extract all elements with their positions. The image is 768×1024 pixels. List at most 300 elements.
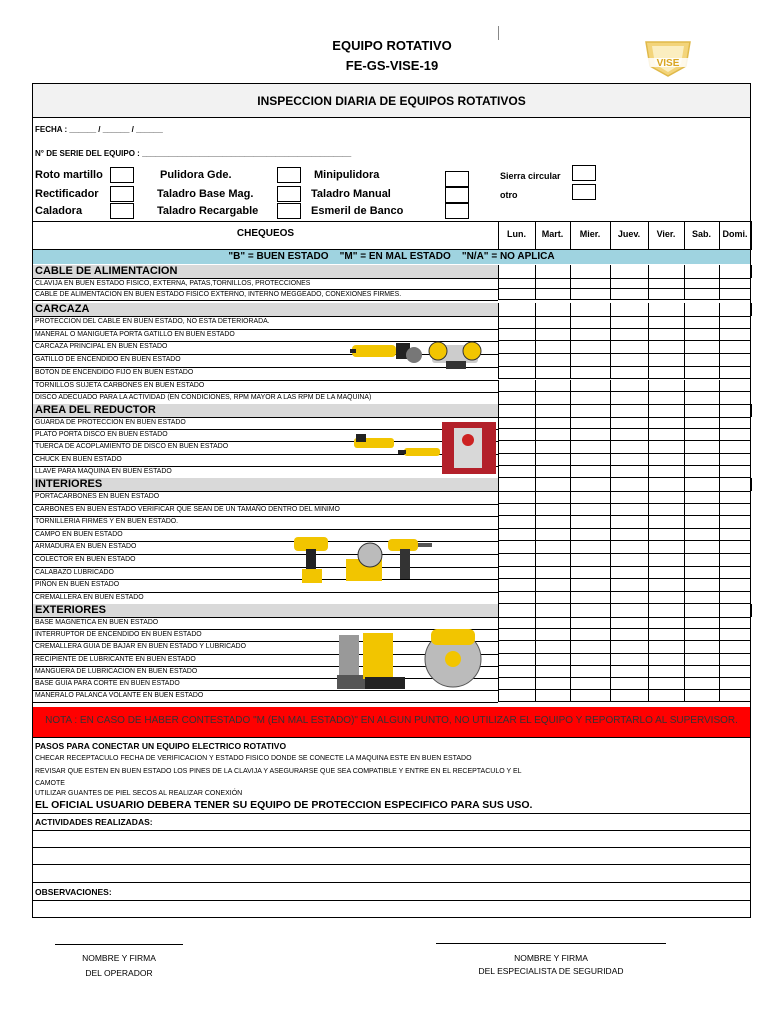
check-cell[interactable]: [648, 380, 684, 393]
check-cell[interactable]: [498, 641, 535, 653]
check-cell[interactable]: [719, 441, 751, 453]
check-cell[interactable]: [610, 380, 648, 393]
check-cell[interactable]: [570, 367, 610, 380]
check-cell[interactable]: [719, 579, 751, 592]
check-cell[interactable]: [648, 316, 684, 329]
check-cell[interactable]: [610, 541, 648, 554]
check-cell[interactable]: [684, 629, 719, 641]
check-cell[interactable]: [535, 529, 570, 542]
tool-label-roto-martillo: Roto martillo: [35, 169, 103, 181]
check-cell[interactable]: [570, 554, 610, 567]
check-cell[interactable]: [535, 617, 570, 629]
check-cell[interactable]: [719, 567, 751, 580]
ppe-warning: EL OFICIAL USUARIO DEBERA TENER SU EQUIPO DE PROTECCION ESPECIFICO PARA SUS USO.: [35, 799, 533, 811]
check-cell[interactable]: [719, 641, 751, 653]
check-cell[interactable]: [648, 592, 684, 605]
check-cell[interactable]: [570, 329, 610, 342]
check-cell[interactable]: [684, 567, 719, 580]
check-cell[interactable]: [684, 641, 719, 653]
check-cell[interactable]: [535, 541, 570, 554]
check-cell[interactable]: [684, 278, 719, 289]
check-cell[interactable]: [610, 491, 648, 504]
check-cell[interactable]: [535, 554, 570, 567]
check-cell[interactable]: [648, 466, 684, 478]
check-cell[interactable]: [570, 289, 610, 300]
check-item: PORTACARBONES EN BUEN ESTADO: [35, 493, 160, 500]
check-cell[interactable]: [684, 380, 719, 393]
check-cell[interactable]: [498, 617, 535, 629]
check-item: CAMPO EN BUEN ESTADO: [35, 530, 123, 538]
check-cell[interactable]: [719, 329, 751, 342]
check-cell[interactable]: [535, 592, 570, 605]
check-item: GUARDA DE PROTECCION EN BUEN ESTADO: [35, 419, 186, 426]
check-cell[interactable]: [535, 341, 570, 354]
check-cell[interactable]: [684, 341, 719, 354]
check-cell[interactable]: [684, 516, 719, 529]
tool-label-caladora: Caladora: [35, 205, 83, 217]
reductor-images: [348, 422, 496, 474]
check-cell[interactable]: [498, 567, 535, 580]
tool-label-otro: otro: [500, 190, 518, 200]
checkbox-caladora[interactable]: [110, 203, 134, 219]
check-cell[interactable]: [719, 690, 751, 702]
check-cell[interactable]: [719, 529, 751, 542]
check-cell[interactable]: [535, 516, 570, 529]
check-cell[interactable]: [719, 454, 751, 466]
check-cell[interactable]: [610, 354, 648, 367]
check-cell[interactable]: [648, 690, 684, 702]
check-cell[interactable]: [648, 278, 684, 289]
check-cell[interactable]: [570, 541, 610, 554]
legend-text: "B" = BUEN ESTADO "M" = EN MAL ESTADO "N/A" = NO APLICA: [228, 251, 555, 262]
check-cell[interactable]: [610, 654, 648, 666]
check-cell[interactable]: [719, 380, 751, 393]
check-cell[interactable]: [684, 529, 719, 542]
check-cell[interactable]: [719, 554, 751, 567]
check-cell[interactable]: [648, 289, 684, 300]
check-cell[interactable]: [648, 641, 684, 653]
check-cell[interactable]: [610, 666, 648, 678]
check-cell[interactable]: [719, 592, 751, 605]
check-item: MANGUERA DE LUBRICACION EN BUEN ESTADO: [35, 667, 198, 675]
check-cell[interactable]: [610, 629, 648, 641]
serial-field[interactable]: N° DE SERIE DEL EQUIPO : _______________________________________________: [35, 149, 352, 158]
checkbox-taladro-recargable[interactable]: [277, 203, 301, 219]
checks-header: CHEQUEOS: [236, 228, 295, 239]
check-cell[interactable]: [684, 329, 719, 342]
check-cell[interactable]: [498, 341, 535, 354]
check-cell[interactable]: [684, 289, 719, 300]
vise-logo: [638, 36, 698, 78]
check-item: COLECTOR EN BUEN ESTADO: [35, 556, 136, 563]
check-cell[interactable]: [610, 617, 648, 629]
check-cell[interactable]: [719, 341, 751, 354]
check-cell[interactable]: [570, 454, 610, 466]
check-cell[interactable]: [535, 466, 570, 478]
checkbox-minipulidora[interactable]: [445, 171, 469, 187]
check-cell[interactable]: [648, 529, 684, 542]
specialist-sign-label-1: NOMBRE Y FIRMA: [514, 953, 588, 963]
check-item: TORNILLERIA FIRMES Y EN BUEN ESTADO.: [35, 518, 179, 526]
check-cell[interactable]: [570, 629, 610, 641]
section-header: EXTERIORES: [33, 604, 498, 617]
check-cell[interactable]: [719, 316, 751, 329]
check-cell[interactable]: [719, 516, 751, 529]
doc-code: FE-GS-VISE-19: [345, 58, 439, 73]
check-cell[interactable]: [498, 429, 535, 441]
check-cell[interactable]: [610, 466, 648, 478]
day-header: Mart.: [541, 229, 564, 239]
check-cell[interactable]: [648, 678, 684, 690]
check-cell[interactable]: [498, 541, 535, 554]
section-header: AREA DEL REDUCTOR: [33, 404, 498, 417]
check-cell[interactable]: [719, 504, 751, 517]
tool-label-esmeril: Esmeril de Banco: [311, 205, 404, 217]
check-cell[interactable]: [498, 629, 535, 641]
checkbox-taladro-base-mag[interactable]: [277, 186, 301, 202]
check-cell[interactable]: [684, 678, 719, 690]
check-cell[interactable]: [610, 516, 648, 529]
check-item: PIÑON EN BUEN ESTADO: [35, 581, 120, 589]
check-cell[interactable]: [498, 529, 535, 542]
check-item: RECIPIENTE DE LUBRICANTE EN BUEN ESTADO: [35, 655, 196, 663]
check-cell[interactable]: [570, 392, 610, 405]
check-cell[interactable]: [610, 690, 648, 702]
check-cell[interactable]: [648, 354, 684, 367]
check-cell[interactable]: [684, 441, 719, 453]
check-item: BOTON DE ENCENDIDO FIJO EN BUEN ESTADO: [35, 368, 194, 376]
check-cell[interactable]: [535, 491, 570, 504]
check-item: TUERCA DE ACOPLAMIENTO DE DISCO EN BUEN ESTADO: [35, 443, 229, 451]
checkbox-esmeril[interactable]: [445, 203, 469, 219]
check-cell[interactable]: [610, 329, 648, 342]
check-cell[interactable]: [535, 329, 570, 342]
specialist-sign-label-2: DEL ESPECIALISTA DE SEGURIDAD: [478, 966, 624, 976]
check-cell[interactable]: [498, 354, 535, 367]
check-cell[interactable]: [570, 380, 610, 393]
check-cell[interactable]: [648, 491, 684, 504]
check-item: LLAVE PARA MAQUINA EN BUEN ESTADO: [35, 467, 172, 475]
check-cell[interactable]: [719, 367, 751, 380]
check-cell[interactable]: [610, 367, 648, 380]
check-cell[interactable]: [684, 654, 719, 666]
check-cell[interactable]: [498, 316, 535, 329]
form-title: INSPECCION DIARIA DE EQUIPOS ROTATIVOS: [257, 94, 526, 108]
check-cell[interactable]: [719, 392, 751, 405]
check-cell[interactable]: [570, 617, 610, 629]
check-cell[interactable]: [535, 504, 570, 517]
checkbox-taladro-manual[interactable]: [445, 187, 469, 203]
check-cell[interactable]: [610, 567, 648, 580]
check-cell[interactable]: [719, 466, 751, 478]
check-cell[interactable]: [570, 567, 610, 580]
note-text: NOTA : EN CASO DE HABER CONTESTADO "M (EN MAL ESTADO)" EN ALGUN PUNTO, NO UTILIZAR EL EQUIPO Y REPORTARLO AL SUPERVISOR.: [45, 715, 738, 726]
check-item: CREMALLERA GUIA DE BAJAR EN BUEN ESTADO Y LUBRICADO: [35, 643, 246, 651]
check-item: GATILLO DE ENCENDIDO EN BUEN ESTADO: [35, 356, 181, 364]
check-cell[interactable]: [535, 654, 570, 666]
check-cell[interactable]: [535, 441, 570, 453]
day-header: Mier.: [579, 229, 601, 239]
check-cell[interactable]: [684, 554, 719, 567]
check-cell[interactable]: [570, 429, 610, 441]
check-cell[interactable]: [684, 592, 719, 605]
check-cell[interactable]: [610, 504, 648, 517]
check-cell[interactable]: [648, 629, 684, 641]
check-cell[interactable]: [719, 429, 751, 441]
check-cell[interactable]: [684, 504, 719, 517]
tool-label-taladro-recargable: Taladro Recargable: [157, 205, 259, 217]
check-cell[interactable]: [684, 466, 719, 478]
check-cell[interactable]: [610, 278, 648, 289]
check-cell[interactable]: [719, 629, 751, 641]
check-cell[interactable]: [498, 516, 535, 529]
check-cell[interactable]: [498, 454, 535, 466]
check-cell[interactable]: [648, 567, 684, 580]
step-line: REVISAR QUE ESTEN EN BUEN ESTADO LOS PINES DE LA CLAVIJA Y ASEGURARSE QUE SEA COMPATIBLE Y ENTRE EN EL RECEPTACULO Y EL: [35, 768, 522, 775]
operator-signature-line[interactable]: [55, 944, 183, 945]
checkbox-sierra[interactable]: [572, 165, 596, 181]
check-cell[interactable]: [570, 316, 610, 329]
observations-label: OBSERVACIONES:: [35, 887, 112, 897]
date-field[interactable]: FECHA : ______ / ______ / ______: [35, 125, 163, 134]
check-cell[interactable]: [570, 641, 610, 653]
check-cell[interactable]: [535, 666, 570, 678]
check-cell[interactable]: [610, 429, 648, 441]
check-item: INTERRUPTOR DE ENCENDIDO EN BUEN ESTADO: [35, 631, 202, 639]
check-cell[interactable]: [498, 579, 535, 592]
check-cell[interactable]: [535, 354, 570, 367]
check-cell[interactable]: [535, 629, 570, 641]
check-cell[interactable]: [535, 641, 570, 653]
check-cell[interactable]: [684, 354, 719, 367]
check-cell[interactable]: [570, 491, 610, 504]
check-cell[interactable]: [535, 567, 570, 580]
check-cell[interactable]: [648, 579, 684, 592]
check-item: CALABAZO LUBRICADO: [35, 568, 114, 576]
check-cell[interactable]: [498, 466, 535, 478]
check-cell[interactable]: [570, 441, 610, 453]
check-cell[interactable]: [648, 367, 684, 380]
check-cell[interactable]: [535, 417, 570, 429]
check-cell[interactable]: [648, 666, 684, 678]
check-cell[interactable]: [648, 429, 684, 441]
operator-sign-label-1: NOMBRE Y FIRMA: [82, 953, 156, 963]
check-cell[interactable]: [535, 289, 570, 300]
check-cell[interactable]: [570, 341, 610, 354]
check-cell[interactable]: [648, 341, 684, 354]
check-cell[interactable]: [498, 554, 535, 567]
check-cell[interactable]: [535, 678, 570, 690]
check-cell[interactable]: [648, 541, 684, 554]
check-cell[interactable]: [610, 316, 648, 329]
tool-label-rectificador: Rectificador: [35, 188, 99, 200]
check-cell[interactable]: [719, 666, 751, 678]
check-cell[interactable]: [535, 380, 570, 393]
check-cell[interactable]: [648, 504, 684, 517]
check-cell[interactable]: [610, 441, 648, 453]
section-header: INTERIORES: [33, 478, 498, 491]
check-cell[interactable]: [648, 441, 684, 453]
check-cell[interactable]: [535, 454, 570, 466]
check-cell[interactable]: [648, 392, 684, 405]
check-cell[interactable]: [570, 278, 610, 289]
check-cell[interactable]: [570, 466, 610, 478]
check-cell[interactable]: [684, 417, 719, 429]
check-cell[interactable]: [498, 678, 535, 690]
check-cell[interactable]: [535, 392, 570, 405]
check-cell[interactable]: [570, 516, 610, 529]
check-cell[interactable]: [719, 678, 751, 690]
check-cell[interactable]: [570, 354, 610, 367]
check-cell[interactable]: [684, 316, 719, 329]
check-cell[interactable]: [684, 429, 719, 441]
checkbox-rectificador[interactable]: [110, 186, 134, 202]
check-cell[interactable]: [535, 367, 570, 380]
check-item: TORNILLOS SUJETA CARBONES EN BUEN ESTADO: [35, 381, 205, 389]
check-cell[interactable]: [684, 690, 719, 702]
check-cell[interactable]: [684, 541, 719, 554]
grinder-images: [348, 333, 482, 373]
check-cell[interactable]: [535, 579, 570, 592]
check-cell[interactable]: [498, 367, 535, 380]
check-cell[interactable]: [570, 579, 610, 592]
checkbox-pulidora[interactable]: [277, 167, 301, 183]
check-cell[interactable]: [719, 654, 751, 666]
check-cell[interactable]: [498, 504, 535, 517]
tool-label-taladro-base-mag: Taladro Base Mag.: [157, 188, 254, 200]
check-item: ARMADURA EN BUEN ESTADO: [35, 543, 137, 551]
check-cell[interactable]: [570, 678, 610, 690]
check-cell[interactable]: [719, 617, 751, 629]
tool-label-minipulidora: Minipulidora: [314, 169, 380, 181]
check-cell[interactable]: [498, 690, 535, 702]
check-item: PLATO PORTA DISCO EN BUEN ESTADO: [35, 431, 168, 439]
day-header: Lun.: [507, 229, 526, 239]
step-line: UTILIZAR GUANTES DE PIEL SECOS AL REALIZAR CONEXIÓN: [35, 790, 243, 797]
day-header: Juev.: [617, 229, 641, 239]
check-cell[interactable]: [498, 289, 535, 300]
step-line: CHECAR RECEPTACULO FECHA DE VERIFICACION Y ESTADO FISICO DONDE SE CONECTE LA MAQUINA ESTE EN BUEN ESTADO: [35, 755, 472, 762]
check-cell[interactable]: [610, 341, 648, 354]
specialist-signature-line[interactable]: [436, 943, 666, 944]
check-cell[interactable]: [684, 617, 719, 629]
doc-title: EQUIPO ROTATIVO: [332, 38, 452, 53]
activities-label: ACTIVIDADES REALIZADAS:: [35, 817, 153, 827]
check-cell[interactable]: [498, 380, 535, 393]
check-cell[interactable]: [498, 329, 535, 342]
check-cell[interactable]: [648, 554, 684, 567]
check-cell[interactable]: [684, 392, 719, 405]
check-cell[interactable]: [570, 690, 610, 702]
check-cell[interactable]: [498, 417, 535, 429]
check-cell[interactable]: [719, 491, 751, 504]
check-cell[interactable]: [648, 516, 684, 529]
check-cell[interactable]: [610, 417, 648, 429]
check-item: CARBONES EN BUEN ESTADO VERIFICAR QUE SEAN DE UN TAMAÑO DENTRO DEL MINIMO: [35, 505, 340, 513]
check-item: CREMALLERA EN BUEN ESTADO: [35, 593, 144, 601]
check-cell[interactable]: [719, 278, 751, 289]
check-cell[interactable]: [570, 666, 610, 678]
check-cell[interactable]: [719, 289, 751, 300]
check-cell[interactable]: [648, 417, 684, 429]
check-cell[interactable]: [684, 491, 719, 504]
check-item: CLAVIJA EN BUEN ESTADO FISICO, EXTERNA, PATAS,TORNILLOS, PROTECCIONES: [35, 280, 311, 287]
steps-title: PASOS PARA CONECTAR UN EQUIPO ELECTRICO ROTATIVO: [35, 741, 287, 751]
checkbox-otro[interactable]: [572, 184, 596, 200]
check-cell[interactable]: [535, 316, 570, 329]
logo-text: VISE: [656, 58, 680, 69]
check-item: PROTECCION DEL CABLE EN BUEN ESTADO, NO ESTA DETERIORADA.: [35, 318, 270, 325]
check-cell[interactable]: [684, 367, 719, 380]
check-cell[interactable]: [684, 666, 719, 678]
base-mag-images: [333, 625, 493, 695]
check-cell[interactable]: [610, 289, 648, 300]
check-item: CARCAZA PRINCIPAL EN BUEN ESTADO: [35, 343, 168, 351]
check-cell[interactable]: [610, 678, 648, 690]
check-item: MANERAL O MANIGUETA PORTA GATILLO EN BUEN ESTADO: [35, 330, 235, 338]
check-cell[interactable]: [684, 454, 719, 466]
drill-images: [288, 529, 438, 589]
checkbox-roto-martillo[interactable]: [110, 167, 134, 183]
section-header: CABLE DE ALIMENTACION: [33, 265, 498, 278]
step-line: CAMOTE: [35, 780, 65, 787]
check-cell[interactable]: [498, 278, 535, 289]
tool-label-taladro-manual: Taladro Manual: [311, 188, 391, 200]
day-header: Sab.: [691, 229, 711, 239]
check-cell[interactable]: [570, 504, 610, 517]
check-cell[interactable]: [570, 417, 610, 429]
check-cell[interactable]: [570, 529, 610, 542]
check-cell[interactable]: [535, 278, 570, 289]
check-cell[interactable]: [684, 579, 719, 592]
check-cell[interactable]: [498, 666, 535, 678]
header-mark: [498, 26, 499, 40]
check-cell[interactable]: [610, 592, 648, 605]
check-cell[interactable]: [610, 529, 648, 542]
check-cell[interactable]: [610, 554, 648, 567]
check-cell[interactable]: [570, 592, 610, 605]
check-cell[interactable]: [610, 392, 648, 405]
check-item: CABLE DE ALIMENTACION EN BUEN ESTADO FISICO EXTERNO, INTERNO MEGGEADO, CONEXIONES FIRMES.: [35, 291, 402, 298]
day-header: Vier.: [656, 229, 676, 239]
check-cell[interactable]: [535, 429, 570, 441]
check-cell[interactable]: [719, 541, 751, 554]
check-cell[interactable]: [610, 641, 648, 653]
check-cell[interactable]: [498, 654, 535, 666]
check-cell[interactable]: [648, 329, 684, 342]
check-cell[interactable]: [535, 690, 570, 702]
operator-sign-label-2: DEL OPERADOR: [85, 968, 153, 978]
check-cell[interactable]: [610, 579, 648, 592]
check-cell[interactable]: [498, 491, 535, 504]
check-cell[interactable]: [648, 654, 684, 666]
check-cell[interactable]: [498, 441, 535, 453]
tool-label-sierra: Sierra circular: [500, 171, 561, 181]
check-cell[interactable]: [498, 392, 535, 405]
check-cell[interactable]: [498, 592, 535, 605]
check-item: DISCO ADECUADO PARA LA ACTIVIDAD (EN CONDICIONES, RPM MAYOR A LAS RPM DE LA MAQUINA): [35, 394, 372, 402]
tool-label-pulidora: Pulidora Gde.: [160, 169, 232, 181]
check-item: MANERALO PALANCA VOLANTE EN BUEN ESTADO: [35, 692, 204, 700]
check-cell[interactable]: [610, 454, 648, 466]
check-cell[interactable]: [719, 417, 751, 429]
check-cell[interactable]: [648, 454, 684, 466]
check-cell[interactable]: [719, 354, 751, 367]
check-cell[interactable]: [570, 654, 610, 666]
check-cell[interactable]: [648, 617, 684, 629]
check-item: BASE GUIA PARA CORTE EN BUEN ESTADO: [35, 680, 180, 687]
check-item: BASE MAGNETICA EN BUEN ESTADO: [35, 619, 159, 626]
